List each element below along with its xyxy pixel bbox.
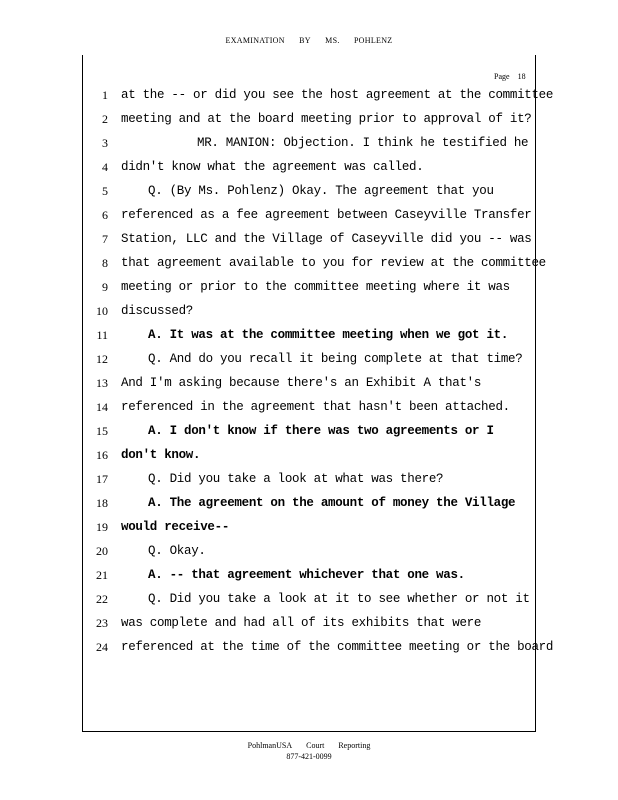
line-text: A. The agreement on the amount of money the Village (148, 496, 516, 510)
line-text: referenced in the agreement that hasn't been attached. (121, 400, 510, 414)
line-text: was complete and had all of its exhibits that were (121, 616, 482, 630)
line-number: 3 (102, 136, 108, 150)
footer-court: Court (306, 741, 325, 750)
page-number (494, 72, 526, 81)
page-header (0, 36, 618, 45)
header-name: POHLENZ (353, 36, 393, 45)
line-text: A. -- that agreement whichever that one was. (148, 568, 465, 582)
line-number: 19 (96, 520, 108, 534)
line-text: A. I don't know if there was two agreements or I (148, 424, 494, 438)
line-number: 21 (96, 568, 108, 582)
line-text: Q. Did you take a look at what was there? (148, 472, 444, 486)
line-number: 20 (96, 544, 108, 558)
line-text: don't know. (121, 448, 201, 462)
page-number-value: 18 (517, 72, 526, 81)
line-text: A. It was at the committee meeting when we got it. (148, 328, 509, 342)
line-number: 7 (102, 232, 108, 246)
line-text: Q. And do you recall it being complete at that time? (148, 352, 523, 366)
line-text: Q. Okay. (148, 544, 206, 558)
line-number: 15 (96, 424, 108, 438)
line-text: meeting or prior to the committee meeting where it was (121, 280, 510, 294)
footer-company: PohlmanUSA (247, 741, 293, 750)
line-number: 2 (102, 112, 108, 126)
line-number: 24 (96, 640, 108, 654)
page-footer (0, 740, 618, 762)
line-text: referenced at the time of the committee meeting or the board (121, 640, 554, 654)
line-text: didn't know what the agreement was called. (121, 160, 424, 174)
line-number: 9 (102, 280, 108, 294)
line-number: 4 (102, 160, 108, 174)
line-text: MR. MANION: Objection. I think he testified he (197, 136, 529, 150)
line-number: 14 (96, 400, 108, 414)
line-number: 10 (96, 304, 108, 318)
footer-reporting: Reporting (338, 741, 371, 750)
header-examination: EXAMINATION (225, 36, 285, 45)
line-text: Station, LLC and the Village of Caseyville did you -- was (121, 232, 532, 246)
line-text: And I'm asking because there's an Exhibit A that's (121, 376, 482, 390)
footer-phone: 877-421-0099 (286, 752, 332, 761)
line-text: meeting and at the board meeting prior to approval of it? (121, 112, 532, 126)
line-number: 17 (96, 472, 108, 486)
line-text: Q. (By Ms. Pohlenz) Okay. The agreement that you (148, 184, 494, 198)
page-label: Page (494, 72, 510, 81)
header-ms: MS. (325, 36, 340, 45)
line-number: 18 (96, 496, 108, 510)
header-by: BY (299, 36, 311, 45)
line-number: 16 (96, 448, 108, 462)
line-number: 1 (102, 88, 108, 102)
line-number: 13 (96, 376, 108, 390)
line-number: 8 (102, 256, 108, 270)
line-text: referenced as a fee agreement between Caseyville Transfer (121, 208, 532, 222)
line-number: 11 (96, 328, 108, 342)
footer-company-line (0, 740, 618, 751)
line-text: that agreement available to you for review at the committee (121, 256, 546, 270)
line-text: would receive-- (121, 520, 230, 534)
line-text: Q. Did you take a look at it to see whether or not it (148, 592, 530, 606)
line-number: 6 (102, 208, 108, 222)
line-number: 22 (96, 592, 108, 606)
line-text: discussed? (121, 304, 194, 318)
line-number: 12 (96, 352, 108, 366)
line-number: 5 (102, 184, 108, 198)
line-number: 23 (96, 616, 108, 630)
transcript-frame (82, 55, 536, 732)
line-text: at the -- or did you see the host agreement at the committee (121, 88, 554, 102)
